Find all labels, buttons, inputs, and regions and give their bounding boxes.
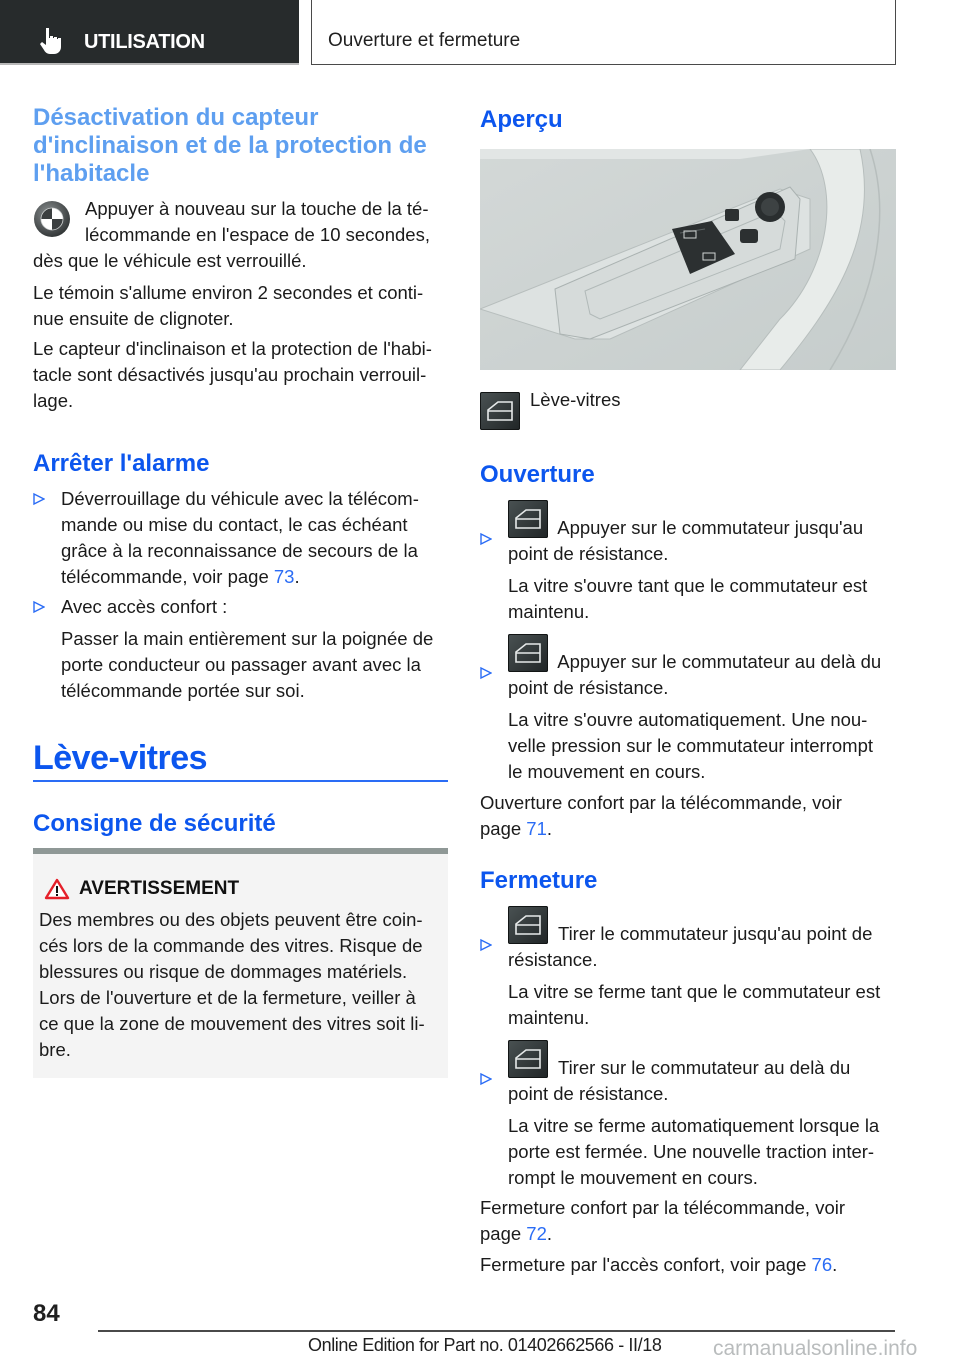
safety-heading: Consigne de sécurité — [33, 810, 276, 837]
footer-rule — [98, 1330, 895, 1332]
closing-heading: Fermeture — [480, 867, 598, 894]
page-link-72[interactable]: 72 — [526, 1223, 547, 1244]
section-tab[interactable] — [0, 0, 299, 65]
closing-comfort-access: Fermeture par l'accès confort, voir page 76. — [480, 1254, 838, 1275]
edition-text: Online Edition for Part no. 01402662566 - II/18 — [308, 1335, 662, 1355]
stop-alarm-item-1: Déverrouillage du véhicule avec la télécom- mande ou mise du contact, le cas échéant grâce à la reconnaissance de secours de la télécommande, voir page 73. — [33, 486, 448, 590]
page-number: 84 — [33, 1300, 60, 1327]
warning-text: Des membres ou des objets peuvent être coin- cés lors de la commande des vitres. Risque de blessures ou risque de dommages matériels. Lors de l'ouverture et de la fermeture, veiller à ce que la zone de mouvement des vitres soit li- bre. — [39, 909, 425, 1060]
bullet-triangle-icon — [33, 492, 45, 506]
overview-caption: Lève-vitres — [530, 389, 621, 410]
page-link-76[interactable]: 76 — [811, 1254, 833, 1275]
deactivation-para-1a: Appuyer à nouveau sur la touche de la té- lécommande en l'espace de 10 secondes, — [85, 198, 430, 245]
heading-rule — [33, 780, 448, 782]
bullet-triangle-icon — [480, 666, 492, 680]
power-window-icon — [480, 392, 520, 430]
opening-heading: Ouverture — [480, 461, 595, 488]
section-label: UTILISATION — [84, 31, 205, 53]
bmw-remote-key-icon — [33, 196, 71, 242]
watermark: carmanualsonline.info — [713, 1337, 918, 1360]
door-panel-image — [480, 149, 896, 370]
power-window-icon — [508, 1040, 548, 1078]
deactivation-para-2: Le témoin s'allume environ 2 secondes et conti- nue ensuite de clignoter. — [33, 282, 424, 329]
power-window-icon — [508, 500, 548, 538]
page-link-71[interactable]: 71 — [526, 818, 547, 839]
opening-item-1: Appuyer sur le commutateur jusqu'au point de résistance. La vitre s'ouvre tant que le commutateur est maintenu. — [480, 500, 896, 625]
stop-alarm-heading: Arrêter l'alarme — [33, 450, 210, 477]
deactivation-para-3: Le capteur d'inclinaison et la protection de l'habi- tacle sont désactivés jusqu'au prochain verrouil- lage. — [33, 338, 432, 411]
overview-heading: Aperçu — [480, 106, 563, 133]
pointing-hand-icon — [39, 27, 63, 55]
closing-item-2: Tirer sur le commutateur au delà du point de résistance. La vitre se ferme automatiquement lorsque la porte est fermée. Une nouvelle traction inter- rompt le mouvement en cours. — [480, 1040, 896, 1191]
opening-item-2: Appuyer sur le commutateur au delà du point de résistance. La vitre s'ouvre automatiquement. Une nou- velle pression sur le commutateur interrompt le mouvement en cours. — [480, 634, 896, 785]
warning-label: AVERTISSEMENT — [79, 878, 240, 899]
warning-box — [33, 848, 448, 1078]
deactivation-heading: Désactivation du capteur d'inclinaison et de la protection de l'habitacle — [33, 104, 427, 187]
power-window-icon — [508, 634, 548, 672]
page-link-73[interactable]: 73 — [273, 566, 295, 587]
stop-alarm-item-2: Avec accès confort : Passer la main entièrement sur la poignée de porte conducteur ou passager avant avec la télécommande portée sur soi. — [33, 594, 448, 704]
bullet-triangle-icon — [33, 600, 45, 614]
bullet-triangle-icon — [480, 938, 492, 952]
bullet-triangle-icon — [480, 532, 492, 546]
power-windows-heading: Lève-vitres — [33, 739, 208, 777]
power-window-icon — [508, 906, 548, 944]
closing-comfort-remote: Fermeture confort par la télécommande, voir page 72. — [480, 1197, 846, 1244]
deactivation-para-1b: dès que le véhicule est verrouillé. — [33, 250, 307, 271]
right-column — [480, 0, 896, 1275]
opening-comfort: Ouverture confort par la télécommande, voir page 71. — [480, 792, 842, 839]
closing-item-1: Tirer le commutateur jusqu'au point de résistance. La vitre se ferme tant que le commutateur est maintenu. — [480, 906, 896, 1031]
bullet-triangle-icon — [480, 1072, 492, 1086]
chapter-label: Ouverture et fermeture — [328, 30, 521, 51]
warning-triangle-icon — [44, 878, 70, 900]
